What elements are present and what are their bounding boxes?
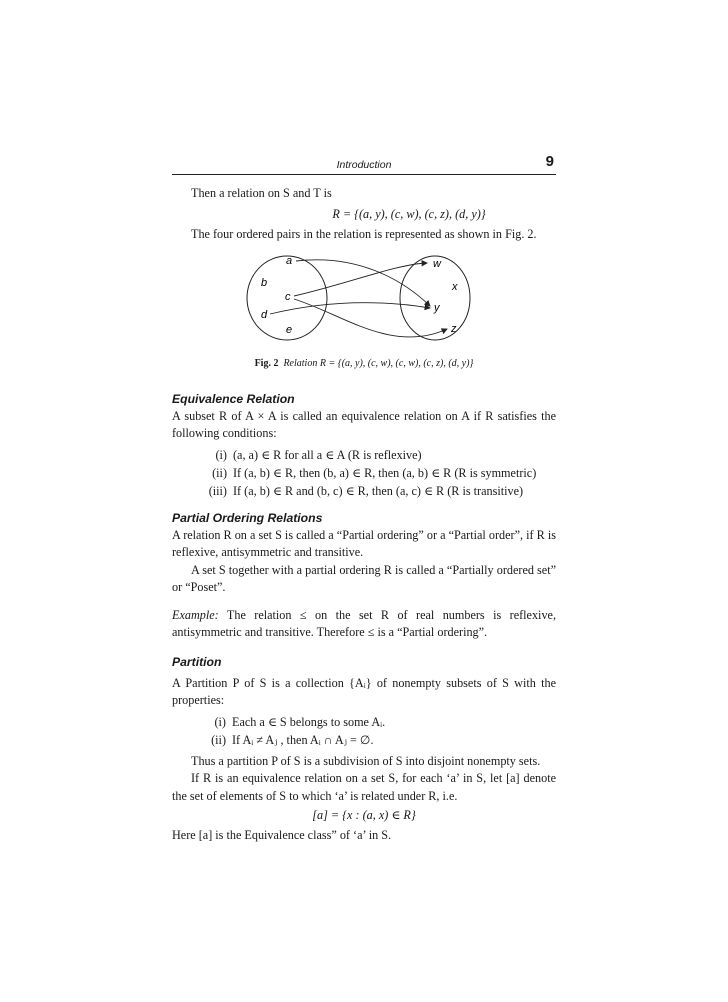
partial-definition: A relation R on a set S is called a “Partial ordering” or a “Partial order”, if R is reflexive, antisymmetric and transitive. xyxy=(172,527,556,559)
arrow-c-to-z xyxy=(294,299,447,337)
poset-definition: A set S together with a partial ordering R is called a “Partially ordered set” or “Poset”. xyxy=(172,562,556,594)
list-item: (i) (a, a) ∈ R for all a ∈ A (R is reflexive) xyxy=(215,447,422,462)
heading-equivalence: Equivalence Relation xyxy=(172,391,295,406)
equivalence-intro: A subset R of A × A is called an equivalence relation on A if R satisfies the following conditions: xyxy=(172,408,556,440)
relation-intro: Then a relation on S and T is xyxy=(191,186,332,200)
equivalence-class-intro: If R is an equivalence relation on a set S, for each ‘a’ in S, let [a] denote the set of elements of S to which ‘a’ is related under R, i.e. xyxy=(172,771,556,803)
caption-text: Relation R = {(a, y), (c, w), (c, w), (c, z), (d, y)} xyxy=(283,357,474,369)
partition-properties xyxy=(172,713,556,749)
arrow-diagram xyxy=(172,244,556,354)
list-item: (ii) If (a, b) ∈ R, then (b, a) ∈ R, then (a, b) ∈ R (R is symmetric) xyxy=(212,465,537,480)
list-item: (iii) If (a, b) ∈ R and (b, c) ∈ R, then (a, c) ∈ R (R is transitive) xyxy=(208,483,524,498)
relation-diagram xyxy=(172,244,556,354)
element-b: b xyxy=(261,276,268,289)
element-w: w xyxy=(433,257,441,270)
heading-partial-ordering: Partial Ordering Relations xyxy=(172,510,323,525)
element-z: z xyxy=(451,322,457,335)
page-number: 9 xyxy=(545,153,554,170)
relation-equation: R = {(a, y), (c, w), (c, z), (d, y)} xyxy=(332,206,486,221)
equivalence-conditions xyxy=(172,446,556,500)
element-a: a xyxy=(286,254,293,267)
element-x: x xyxy=(452,280,458,293)
element-y: y xyxy=(434,301,440,314)
example-label: Example: xyxy=(172,607,219,622)
arrow-c-to-w xyxy=(294,263,427,296)
relation-description: The four ordered pairs in the relation is represented as shown in Fig. 2. xyxy=(191,227,537,241)
chapter-title: Introduction xyxy=(336,159,392,171)
list-item: (i) Each a ∈ S belongs to some Aᵢ. xyxy=(214,714,386,729)
figure-caption xyxy=(172,357,556,371)
page-content xyxy=(172,150,556,844)
caption-label: Fig. 2 xyxy=(254,357,279,369)
element-e: e xyxy=(286,323,293,336)
equivalence-class-closing: Here [a] is the Equivalence class” of ‘a’ in S. xyxy=(172,827,392,842)
partial-example xyxy=(172,607,556,642)
partition-summary: Thus a partition P of S is a subdivision of S into disjoint nonempty sets. xyxy=(191,753,541,768)
list-item: (ii) If Aᵢ ≠ Aⱼ , then Aᵢ ∩ Aⱼ = ∅. xyxy=(211,732,374,747)
example-text: The relation ≤ on the set R of real numbers is reflexive, antisymmetric and transitive. Therefore ≤ is a “Partial ordering”. xyxy=(172,607,556,639)
element-c: c xyxy=(285,290,291,303)
arrow-a-to-y xyxy=(296,259,430,305)
arrow-d-to-y xyxy=(270,302,430,313)
element-d: d xyxy=(261,308,268,321)
running-header xyxy=(172,150,556,175)
heading-partition: Partition xyxy=(172,654,222,669)
equivalence-class-formula: [a] = {x : (a, x) ∈ R} xyxy=(312,808,416,822)
partition-intro: A Partition P of S is a collection {Aᵢ} of nonempty subsets of S with the properties: xyxy=(172,675,556,707)
